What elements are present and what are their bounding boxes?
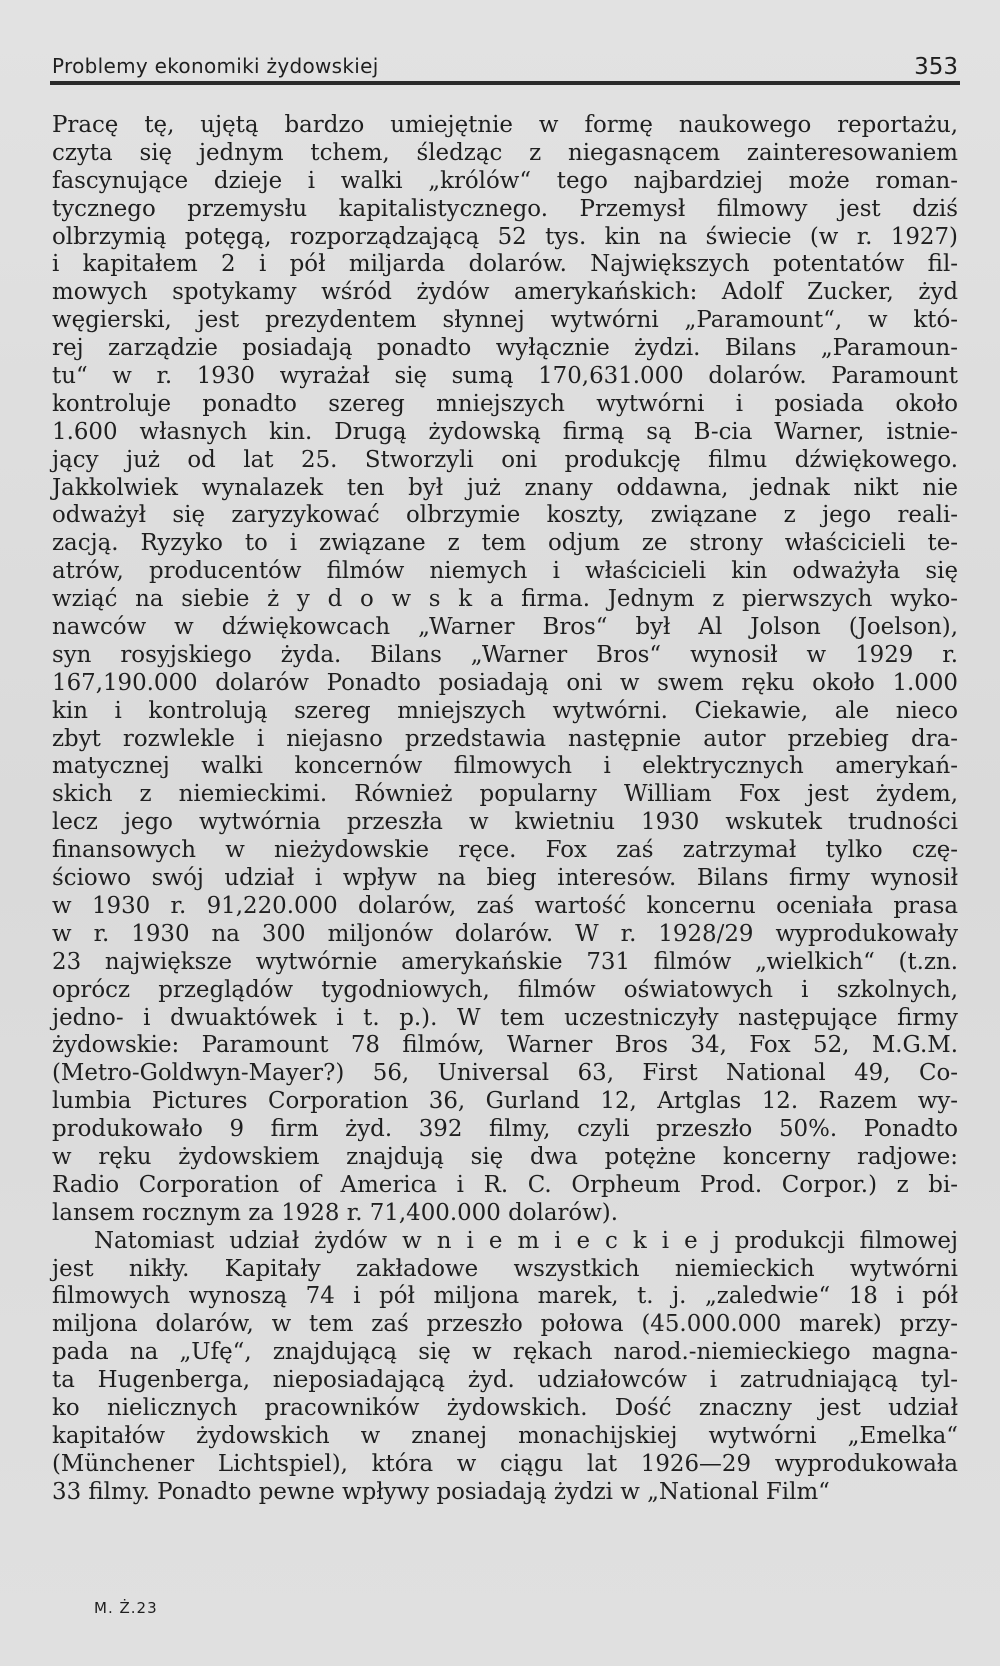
text-line: pada na „Ufę“, znajdującą się w rękach narod.-niemieckiego magna- <box>52 1339 958 1366</box>
text-line: Radio Corporation of America i R. C. Orpheum Prod. Corpor.) z bi- <box>52 1171 958 1198</box>
text-line: jest nikły. Kapitały zakładowe wszystkich niemieckich wytwórni <box>52 1255 958 1282</box>
running-head: Problemy ekonomiki żydowskiej <box>52 54 379 78</box>
text-line: miljona dolarów, w tem zaś przeszło połowa (45.000.000 marek) przy- <box>52 1311 958 1338</box>
text-line: czyta się jednym tchem, śledząc z niegasnącem zainteresowaniem <box>52 139 958 166</box>
text-line: w 1930 r. 91,220.000 dolarów, zaś wartość koncernu oceniała prasa <box>52 892 958 919</box>
text-line: lansem rocznym za 1928 r. 71,400.000 dolarów). <box>52 1199 619 1226</box>
text-line: tycznego przemysłu kapitalistycznego. Przemysł filmowy jest dziś <box>52 195 958 222</box>
text-line: matycznej walki koncernów filmowych i elektrycznych amerykań- <box>52 753 958 780</box>
text-line: olbrzymią potęgą, rozporządzającą 52 tys. kin na świecie (w r. 1927) <box>52 223 958 250</box>
page-number: 353 <box>914 54 958 80</box>
text-line: nawców w dźwiękowcach „Warner Bros“ był Al Jolson (Joelson), <box>52 614 958 641</box>
text-line: Jakkolwiek wynalazek ten był już znany oddawna, jednak nikt nie <box>52 474 958 501</box>
text-line: 23 największe wytwórnie amerykańskie 731 filmów „wielkich“ (t.zn. <box>52 948 958 975</box>
text-line: ko nielicznych pracowników żydowskich. Dość znaczny jest udział <box>52 1394 958 1421</box>
text-line: lecz jego wytwórnia przeszła w kwietniu 1930 wskutek trudności <box>52 809 958 836</box>
text-line: węgierski, jest prezydentem słynnej wytwórni „Paramount“, w któ- <box>52 307 958 334</box>
text-line: 1.600 własnych kin. Drugą żydowską firmą są B-cia Warner, istnie- <box>52 418 958 445</box>
text-line: zbyt rozwlekle i niejasno przedstawia następnie autor przebieg dra- <box>52 725 958 752</box>
text-line: w r. 1930 na 300 miljonów dolarów. W r. 1928/29 wyprodukowały <box>52 920 958 947</box>
text-line: tu“ w r. 1930 wyrażał się sumą 170,631.000 dolarów. Paramount <box>52 363 958 390</box>
text-line: atrów, producentów filmów niemych i właścicieli kin odważyła się <box>52 558 958 585</box>
text-line: i kapitałem 2 i pół miljarda dolarów. Największych potentatów fil- <box>52 251 958 278</box>
text-line: żydowskie: Paramount 78 filmów, Warner Bros 34, Fox 52, M.G.M. <box>52 1032 958 1059</box>
text-line: wziąć na siebie ż y d o w s k a firma. Jednym z pierwszych wyko- <box>52 586 958 613</box>
text-line: filmowych wynoszą 74 i pół miljona marek, t. j. „zaledwie“ 18 i pół <box>52 1283 958 1310</box>
text-line: mowych spotykamy wśród żydów amerykańskich: Adolf Zucker, żyd <box>52 279 958 306</box>
text-line: rej zarządzie posiadają ponadto wyłącznie żydzi. Bilans „Paramoun- <box>52 335 958 362</box>
text-line: jedno- i dwuaktówek i t. p.). W tem uczestniczyły następujące firmy <box>52 1004 958 1031</box>
text-line: ta Hugenberga, nieposiadającą żyd. udziałowców i zatrudniającą tyl- <box>52 1367 958 1394</box>
text-line: zacją. Ryzyko to i związane z tem odjum ze strony właścicieli te- <box>52 530 958 557</box>
page-header <box>52 44 958 80</box>
text-line: Natomiast udział żydów w n i e m i e c k i e j produkcji filmowej <box>94 1227 958 1254</box>
text-line: w ręku żydowskiem znajdują się dwa potężne koncerny radjowe: <box>52 1143 958 1170</box>
text-line: lumbia Pictures Corporation 36, Gurland 12, Artglas 12. Razem wy- <box>52 1088 958 1115</box>
text-line: Pracę tę, ujętą bardzo umiejętnie w formę naukowego reportażu, <box>52 112 958 138</box>
body-text <box>52 112 958 1507</box>
text-line: syn rosyjskiego żyda. Bilans „Warner Bros“ wynosił w 1929 r. <box>52 641 958 668</box>
text-line: kontroluje ponadto szereg mniejszych wytwórni i posiada około <box>52 390 958 417</box>
text-line: jący już od lat 25. Stworzyli oni produkcję filmu dźwiękowego. <box>52 446 958 473</box>
text-line: produkowało 9 firm żyd. 392 filmy, czyli przeszło 50%. Ponadto <box>52 1116 958 1143</box>
text-line: fascynujące dzieje i walki „królów“ tego najbardziej może roman- <box>52 167 958 194</box>
text-line: 167,190.000 dolarów Ponadto posiadają oni w swem ręku około 1.000 <box>52 669 958 696</box>
text-line: odważył się zaryzykować olbrzymie koszty, związane z jego reali- <box>52 502 958 529</box>
text-line: (Münchener Lichtspiel), która w ciągu lat 1926—29 wyprodukowała <box>52 1450 958 1477</box>
text-line: skich z niemieckimi. Również popularny William Fox jest żydem, <box>52 781 958 808</box>
header-rule <box>50 81 960 85</box>
text-line: kapitałów żydowskich w znanej monachijskiej wytwórni „Emelka“ <box>52 1422 958 1449</box>
printer-signature: M. Ż.23 <box>94 1599 158 1617</box>
text-line: ściowo swój udział i wpływ na bieg interesów. Bilans firmy wynosił <box>52 865 958 892</box>
text-line: 33 filmy. Ponadto pewne wpływy posiadają żydzi w „National Film“ <box>52 1478 830 1505</box>
text-line: oprócz przeglądów tygodniowych, filmów oświatowych i szkolnych, <box>52 976 958 1003</box>
text-line: kin i kontrolują szereg mniejszych wytwórni. Ciekawie, ale nieco <box>52 697 958 724</box>
text-line: finansowych w nieżydowskie ręce. Fox zaś zatrzymał tylko czę- <box>52 837 958 864</box>
text-line: (Metro-Goldwyn-Mayer?) 56, Universal 63, First National 49, Co- <box>52 1060 958 1087</box>
